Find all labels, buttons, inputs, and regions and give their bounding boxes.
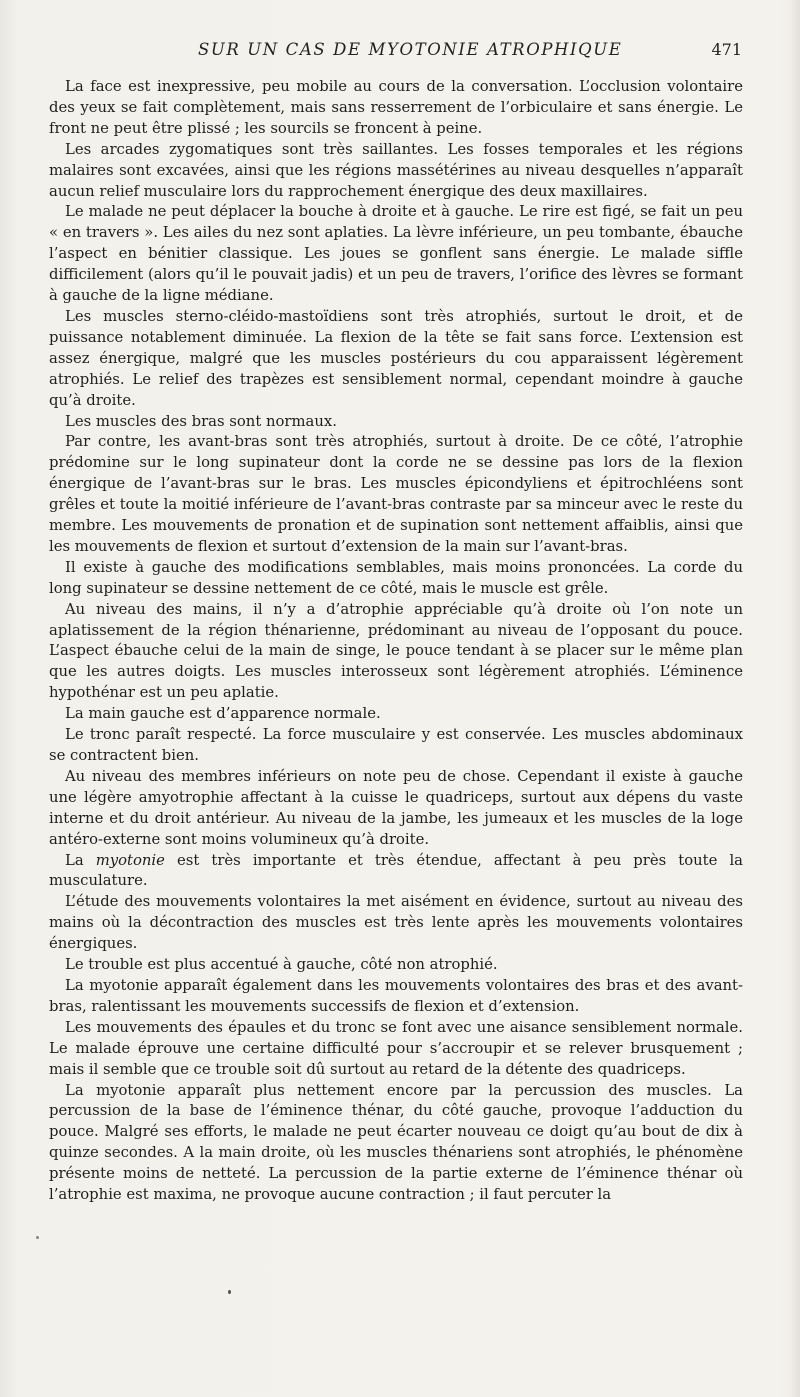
paragraph-forearms-right: Par contre, les avant-bras sont très atrophiés, surtout à droite. De ce côté, l’atrophie prédomine sur le long supinateur dont la corde ne se dessine pas lors de la flexion énergique de l’avant-bras sur le bras. Les muscles épicondyliens et épitrochléens sont grêles et toute la moitié inférieure de l’avant-bras contraste par sa minceur avec le reste du membre. Les mouvements de pronation et de supination sont nettement affaiblis, ainsi que les mouvements de flexion et surtout d’extension de la main sur l’avant-bras. [49, 433, 743, 555]
running-title: SUR UN CAS DE MYOTONIE ATROPHIQUE [198, 40, 623, 59]
paragraph-neck-muscles: Les muscles sterno-cléido-mastoïdiens sont très atrophiés, surtout le droit, et de puissance notablement diminuée. La flexion de la tête se fait sans force. L’extension est assez énergique, malgré que les muscles postérieurs du cou apparaissent légèrement atrophiés. Le relief des trapèzes est sensiblement normal, cependant moindre à gauche qu’à droite. [49, 307, 743, 409]
paragraph-forearms-left: Il existe à gauche des modifications semblables, mais moins prononcées. La corde du long supinateur se dessine nettement de ce côté, mais le muscle est grêle. [49, 558, 743, 597]
ink-speck [228, 1290, 231, 1294]
paragraph-zygomatic: Les arcades zygomatiques sont très saillantes. Les fosses temporales et les régions malaires sont excavées, ainsi que les régions massétérines au niveau desquelles n’apparaît aucun relief musculaire lors du rapprochement énergique des deux maxillaires. [49, 140, 743, 200]
paragraph-arms: Les muscles des bras sont normaux. [65, 412, 337, 430]
myotonia-italic-term: myotonie [95, 851, 165, 869]
paragraph-left-side: Le trouble est plus accentué à gauche, côté non atrophié. [65, 956, 498, 974]
ink-speck [36, 1236, 39, 1239]
page-edge-shadow [790, 0, 800, 1397]
paragraph-shoulders-trunk: Les mouvements des épaules et du tronc se font avec une aisance sensiblement normale. Le malade éprouve une certaine difficulté pour s’accroupir et se relever brusquement ; mais il semble que ce trouble soit dû surtout au retard de la détente des quadriceps. [49, 1018, 743, 1078]
paragraph-face: La face est inexpressive, peu mobile au cours de la conversation. L’occlusion volontaire des yeux se fait complètement, mais sans resserrement de l’orbiculaire et sans énergie. Le front ne peut être plissé ; les sourcils se froncent à peine. [49, 78, 743, 137]
myotonia-lead: La [65, 851, 96, 869]
page-number: 471 [711, 40, 742, 59]
paragraph-myotonia [49, 851, 743, 893]
body-text [49, 77, 743, 1206]
page-header [48, 40, 742, 68]
paragraph-trunk: Le tronc paraît respecté. La force musculaire y est conservée. Les muscles abdominaux se contractent bien. [49, 726, 743, 764]
paragraph-hands: Au niveau des mains, il n’y a d’atrophie appréciable qu’à droite où l’on note un aplatissement de la région thénarienne, prédominant au niveau de l’opposant du pouce. L’aspect ébauche celui de la main de singe, le pouce tendant à se placer sur le même plan que les autres doigts. Les muscles interosseux sont légèrement atrophiés. L’éminence hypothénar est un peu aplatie. [49, 600, 743, 702]
paragraph-arm-myotonia: La myotonie apparaît également dans les mouvements volontaires des bras et des avant-bras, ralentissant les mouvements successifs de flexion et d’extension. [49, 976, 743, 1015]
myotonia-rest: est très importante et très étendue, affectant à peu près toute la musculature. [49, 851, 743, 890]
paragraph-lower-limbs: Au niveau des membres inférieurs on note peu de chose. Cependant il existe à gauche une légère amyotrophie affectant à la cuisse le quadriceps, surtout aux dépens du vaste interne et du droit antérieur. Au niveau de la jambe, les jumeaux et les muscles de la loge antéro-externe sont moins volumineux qu’à droite. [49, 767, 743, 848]
paragraph-voluntary-movements: L’étude des mouvements volontaires la met aisément en évidence, surtout au niveau des mains où la décontraction des muscles est très lente après les mouvements volontaires énergiques. [49, 893, 743, 953]
paragraph-left-hand: La main gauche est d’apparence normale. [65, 705, 381, 723]
paragraph-mouth: Le malade ne peut déplacer la bouche à droite et à gauche. Le rire est figé, se fait un peu « en travers ». Les ailes du nez sont aplaties. La lèvre inférieure, un peu tombante, ébauche l’aspect en bénitier classique. Les joues se gonflent sans énergie. Le malade siffle difficilement (alors qu’il le pouvait jadis) et un peu de travers, l’orifice des lèvres se formant à gauche de la ligne médiane. [49, 203, 743, 305]
paragraph-percussion: La myotonie apparaît plus nettement encore par la percussion des muscles. La percussion de la base de l’éminence thénar, du côté gauche, provoque l’adduction du pouce. Malgré ses efforts, le malade ne peut écarter nouveau ce doigt qu’au bout de dix à quinze secondes. A la main droite, où les muscles thénariens sont atrophiés, le phénomène présente moins de netteté. La percussion de la partie externe de l’éminence thénar où l’atrophie est maxima, ne provoque aucune contraction ; il faut percuter la [49, 1081, 743, 1204]
